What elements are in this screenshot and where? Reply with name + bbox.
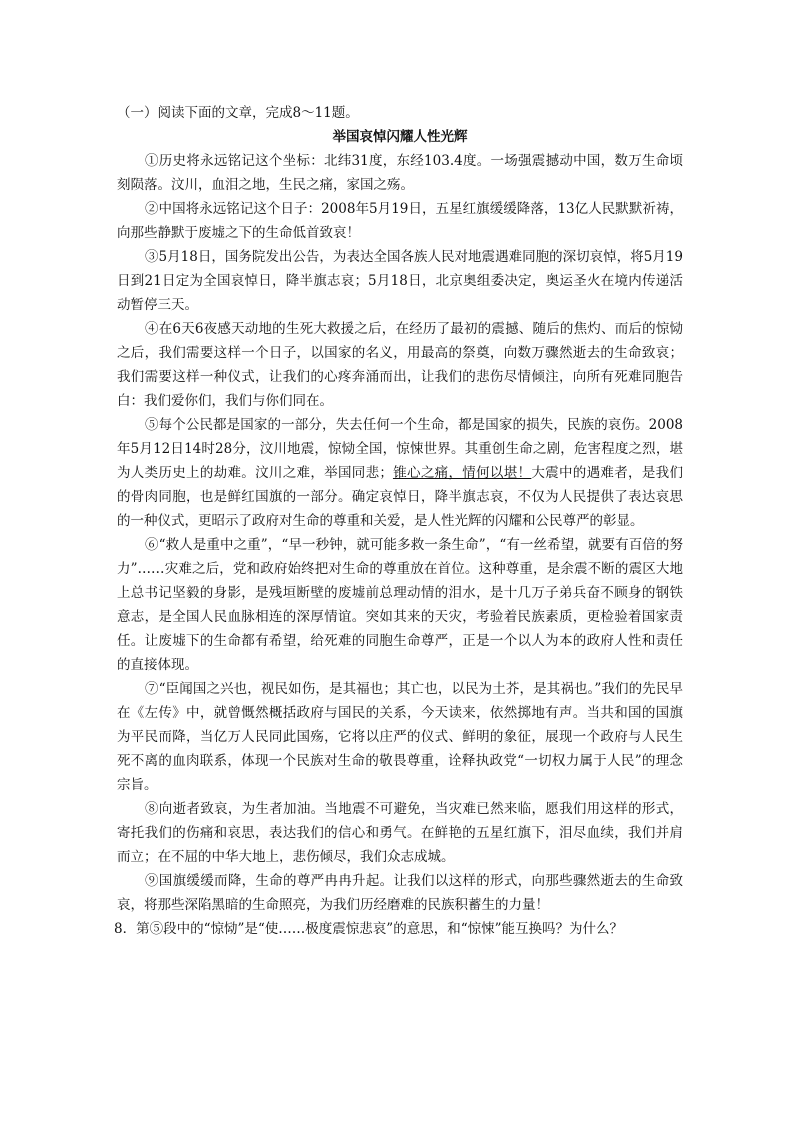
paragraph-7: ⑦“臣闻国之兴也，视民如伤，是其福也；其亡也，以民为土芥，是其祸也。”我们的先民早在《左传》中，就曾慨然概括政府与国民的关系，今天读来，依然掷地有声。当共和国的国旗为平民而降，当亿万人民同此国殇，它将以庄严的仪式、鲜明的象征，展现一个政府与人民生死不离的血肉联系，体现一个民族对生命的敬畏尊重，诠释执政党“一切权力属于人民”的理念宗旨。 xyxy=(117,681,683,793)
paragraph-5-part-1: ⑤每个公民都是国家的一部分，失去任何一个生命，都是国家的损失，民族的哀伤。2008年5月12日14时28分，汶川地震，惊恸全国，惊悚世界。其重创生命之剧，危害程度之烈，堪为人类历史上的劫难。汶川之难，举国同悲； xyxy=(117,417,683,481)
paragraph-5 xyxy=(117,413,683,533)
paragraph-2: ②中国将永远铭记这个日子：2008年5月19日，五星红旗缓缓降落，13亿人民默默祈祷，向那些静默于废墟之下的生命低首致哀！ xyxy=(117,201,683,241)
document-page xyxy=(114,101,683,941)
paragraph-9: ⑨国旗缓缓而降，生命的尊严冉冉升起。让我们以这样的形式，向那些骤然逝去的生命致哀，将那些深陷黑暗的生命照亮，为我们历经磨难的民族积蓄生的力量！ xyxy=(117,873,683,913)
paragraph-8: ⑧向逝者致哀，为生者加油。当地震不可避免，当灾难已然来临，愿我们用这样的形式，寄托我们的伤痛和哀思，表达我们的信心和勇气。在鲜艳的五星红旗下，泪尽血续，我们并肩而立；在不屈的中华大地上，悲伤倾尽，我们众志成城。 xyxy=(117,801,683,865)
question-8: 8．第⑤段中的“惊恸”是“使……极度震惊悲哀”的意思，和“惊悚”能互换吗？为什么？ xyxy=(114,921,623,937)
paragraph-5-part-2: 大震中的遇难者，是我们的骨肉同胞，也是鲜红国旗的一部分。确定哀悼日，降半旗志哀，不仅为人民提供了表达哀思的一种仪式，更昭示了政府对生命的尊重和关爱，是人性光辉的闪耀和公民尊严的彰显。 xyxy=(117,465,683,529)
article-title: 举国哀悼闪耀人性光辉 xyxy=(332,129,468,145)
paragraph-3: ③5月18日，国务院发出公告，为表达全国各族人民对地震遇难同胞的深切哀悼，将5月19日到21日定为全国哀悼日，降半旗志哀；5月18日，北京奥组委决定，奥运圣火在境内传递活动暂停三天。 xyxy=(117,249,683,313)
paragraph-4: ④在6天6夜感天动地的生死大救援之后，在经历了最初的震撼、随后的焦灼、而后的惊恸之后，我们需要这样一个日子，以国家的名义，用最高的祭奠，向数万骤然逝去的生命致哀；我们需要这样一种仪式，让我们的心疼奔涌而出，让我们的悲伤尽情倾注，向所有死难同胞告白：我们爱你们，我们与你们同在。 xyxy=(117,321,683,409)
reading-instruction: （一）阅读下面的文章，完成8～11题。 xyxy=(117,105,359,121)
paragraph-1: ①历史将永远铭记这个坐标：北纬31度，东经103.4度。一场强震撼动中国，数万生命顷刻陨落。汶川，血泪之地，生民之痛，家国之殇。 xyxy=(117,153,683,193)
paragraph-6: ⑥“救人是重中之重”，“早一秒钟，就可能多救一条生命”，“有一丝希望，就要有百倍的努力”……灾难之后，党和政府始终把对生命的尊重放在首位。这种尊重，是余震不断的震区大地上总书记坚毅的身影，是残垣断壁的废墟前总理动情的泪水，是十几万子弟兵奋不顾身的钢铁意志，是全国人民血脉相连的深厚情谊。突如其来的天灾，考验着民族素质，更检验着国家责任。让废墟下的生命都有希望，给死难的同胞生命尊严，正是一个以人为本的政府人性和责任的直接体现。 xyxy=(117,537,683,673)
underlined-phrase: 锥心之痛，情何以堪！ xyxy=(392,465,532,481)
